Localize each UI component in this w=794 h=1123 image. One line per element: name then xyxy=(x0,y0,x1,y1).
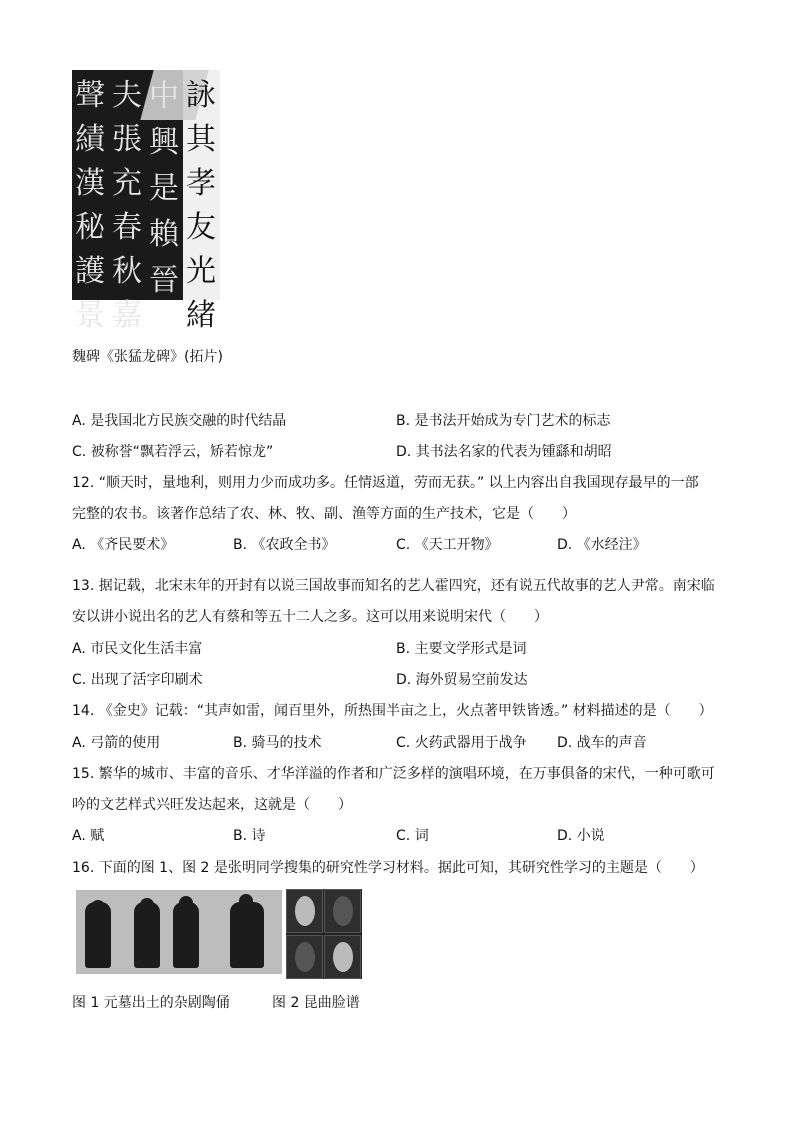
option-text: 被称誉“飘若浮云，矫若惊龙” xyxy=(90,444,274,460)
q15-option-d[interactable] xyxy=(557,826,605,846)
rubbing-character: 充 xyxy=(112,166,142,201)
rubbing-character: 秘 xyxy=(75,210,105,245)
q12-option-d[interactable] xyxy=(557,535,647,555)
rubbing-column-4 xyxy=(183,70,219,333)
q16-stem-line1: 16. 下面的图 1、图 2 是张明同学搜集的研究性学习材料。据此可知，其研究性学习的主题是（ ） xyxy=(72,860,704,876)
q13-option-d[interactable] xyxy=(396,670,528,690)
rubbing-character: 詠 xyxy=(186,78,216,113)
mask-cell xyxy=(324,935,361,979)
option-text: 火药武器用于战争 xyxy=(414,735,527,751)
option-text: 骑马的技术 xyxy=(251,735,322,751)
rubbing-character: 賴 xyxy=(149,217,179,252)
rubbing-character: 秋 xyxy=(112,254,142,289)
q14-option-c[interactable] xyxy=(396,733,527,753)
option-letter: D. xyxy=(557,537,573,553)
rubbing-character: 景 xyxy=(75,298,105,333)
rubbing-character: 聲 xyxy=(75,78,105,113)
rubbing-character: 緒 xyxy=(186,298,216,333)
rubbing-character: 光 xyxy=(186,254,216,289)
rubbing-character: 嘉 xyxy=(112,298,142,333)
q11-option-b[interactable] xyxy=(396,411,611,431)
option-letter: A. xyxy=(72,641,86,657)
option-letter: C. xyxy=(396,537,411,553)
figurine xyxy=(134,902,160,968)
option-text: 《水经注》 xyxy=(576,537,647,553)
option-letter: B. xyxy=(396,413,411,429)
option-letter: C. xyxy=(72,672,87,688)
q13-option-a[interactable] xyxy=(72,639,202,659)
rubbing-character: 夫 xyxy=(112,78,142,113)
q12-stem-line2: 完整的农书。该著作总结了农、林、牧、副、渔等方面的生产技术，它是（ ） xyxy=(72,506,576,522)
rubbing-character: 其 xyxy=(186,122,216,157)
rubbing-column-2 xyxy=(109,70,145,333)
option-letter: D. xyxy=(396,672,412,688)
option-letter: D. xyxy=(557,828,573,844)
figure1-caption: 图 1 元墓出土的杂剧陶俑 xyxy=(72,995,230,1011)
figure2-caption: 图 2 昆曲脸谱 xyxy=(272,995,360,1011)
q12-stem-line1: 12. “顺天时，量地利，则用力少而成功多。任情返道，劳而无获。” 以上内容出自我国现存最早的一部 xyxy=(72,475,699,491)
option-text: 词 xyxy=(414,828,429,844)
option-letter: B. xyxy=(233,735,248,751)
option-text: 弓箭的使用 xyxy=(90,735,161,751)
rubbing-character: 中 xyxy=(149,79,179,114)
option-letter: B. xyxy=(233,537,248,553)
q15-stem-line2: 吟的文艺样式兴旺发达起来，这就是（ ） xyxy=(72,797,352,813)
q11-option-c[interactable] xyxy=(72,442,273,462)
q13-stem-line1: 13. 据记载，北宋末年的开封有以说三国故事而知名的艺人霍四究，还有说五代故事的艺人尹常。南宋临 xyxy=(72,578,715,594)
option-text: 《齐民要术》 xyxy=(90,537,175,553)
option-letter: A. xyxy=(72,537,86,553)
q12-option-a[interactable] xyxy=(72,535,174,555)
option-letter: A. xyxy=(72,828,86,844)
option-text: 市民文化生活丰富 xyxy=(90,641,203,657)
q12-option-b[interactable] xyxy=(233,535,336,555)
figurine xyxy=(230,902,264,968)
figurine xyxy=(85,902,111,968)
mask-cell xyxy=(324,889,361,933)
rubbing-character: 績 xyxy=(75,122,105,157)
q11-option-a[interactable] xyxy=(72,411,286,431)
option-text: 海外贸易空前发达 xyxy=(415,672,528,688)
option-text: 其书法名家的代表为锺繇和胡昭 xyxy=(415,444,612,460)
option-text: 赋 xyxy=(90,828,105,844)
option-letter: C. xyxy=(396,828,411,844)
rubbing-character: 漢 xyxy=(75,166,105,201)
option-letter: C. xyxy=(72,444,87,460)
rubbing-column-3 xyxy=(146,70,182,300)
opera-mask xyxy=(333,942,353,972)
q14-option-a[interactable] xyxy=(72,733,160,753)
rubbing-character: 友 xyxy=(186,210,216,245)
q12-option-c[interactable] xyxy=(396,535,499,555)
q13-option-b[interactable] xyxy=(396,639,527,659)
option-text: 出现了活字印刷术 xyxy=(90,672,203,688)
q13-stem-line2: 安以讲小说出名的艺人有蔡和等五十二人之多。这可以用来说明宋代（ ） xyxy=(72,609,548,625)
figurine xyxy=(173,902,199,968)
rubbing-character: 護 xyxy=(75,254,105,289)
rubbing-image xyxy=(72,70,220,333)
opera-mask xyxy=(333,896,353,926)
opera-mask xyxy=(295,942,315,972)
option-letter: D. xyxy=(557,735,573,751)
option-text: 《农政全书》 xyxy=(251,537,336,553)
option-letter: D. xyxy=(396,444,412,460)
figure1-image xyxy=(76,890,282,974)
q14-option-d[interactable] xyxy=(557,733,647,753)
option-letter: A. xyxy=(72,735,86,751)
option-text: 是我国北方民族交融的时代结晶 xyxy=(90,413,287,429)
figure2-image xyxy=(286,889,362,979)
option-text: 诗 xyxy=(251,828,266,844)
rubbing-character: 孝 xyxy=(186,166,216,201)
q15-option-c[interactable] xyxy=(396,826,429,846)
option-text: 《天工开物》 xyxy=(414,537,499,553)
option-text: 主要文学形式是词 xyxy=(414,641,527,657)
q15-stem-line1: 15. 繁华的城市、丰富的音乐、才华洋溢的作者和广泛多样的演唱环境，在万事俱备的宋代，一种可歌可 xyxy=(72,766,715,782)
option-letter: C. xyxy=(396,735,411,751)
rubbing-caption: 魏碑《张猛龙碑》(拓片) xyxy=(72,349,223,365)
rubbing-character: 晉 xyxy=(149,263,179,298)
opera-mask xyxy=(295,896,315,926)
q11-option-d[interactable] xyxy=(396,442,612,462)
rubbing-column-1 xyxy=(72,70,108,333)
option-letter: B. xyxy=(233,828,248,844)
rubbing-character: 興 xyxy=(149,125,179,160)
q14-option-b[interactable] xyxy=(233,733,322,753)
option-text: 战车的声音 xyxy=(576,735,647,751)
rubbing-character: 是 xyxy=(149,171,179,206)
option-text: 小说 xyxy=(576,828,605,844)
mask-cell xyxy=(286,935,323,979)
option-letter: A. xyxy=(72,413,86,429)
mask-cell xyxy=(286,889,323,933)
q14-stem-line1: 14. 《金史》记载：“其声如雷，闻百里外，所热围半亩之上，火点著甲铁皆透。” 材料描述的是（ ） xyxy=(72,703,713,719)
q13-option-c[interactable] xyxy=(72,670,203,690)
rubbing-character: 張 xyxy=(112,122,142,157)
rubbing-character: 春 xyxy=(112,210,142,245)
option-text: 是书法开始成为专门艺术的标志 xyxy=(414,413,611,429)
option-letter: B. xyxy=(396,641,411,657)
q15-option-a[interactable] xyxy=(72,826,104,846)
q15-option-b[interactable] xyxy=(233,826,266,846)
